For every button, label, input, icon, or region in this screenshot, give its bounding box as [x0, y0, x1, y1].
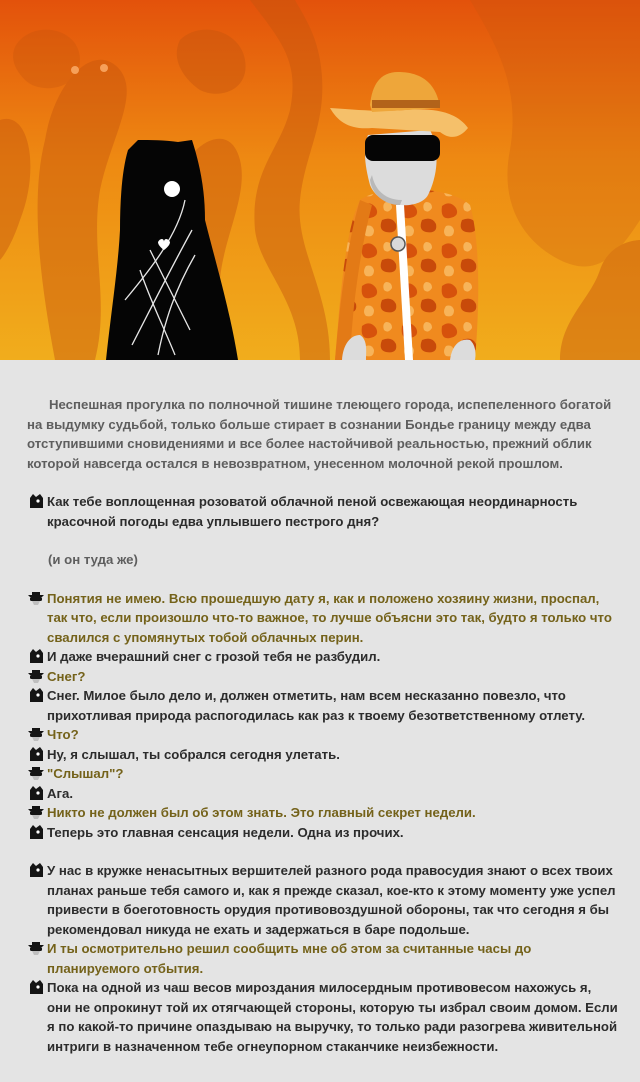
story-text [0, 360, 640, 1082]
narration: Неспешная прогулка по полночной тишине тлеющего города, испепеленного богатой на выдумку судьбой, только больше стирает в сознании Бондье границу между едва отступившими сновидениями и все более настойчивой реальностью, прежний облик которой навсегда остался в невозвратном, унесенном молочной рекой прошлом. [27, 397, 612, 471]
dialogue-text: Снег. Милое было дело и, должен отметить, нам всем несказанно повезло, что прихотливая природа распогодилась как раз к твоему безответственному отлету. [47, 688, 586, 723]
dialogue-text: Понятия не имею. Всю прошедшую дату я, как и положено хозяину жизни, проспал, так что, если произошло что-то важное, то лучше объясни это так, будто я только что свалился с упомянутых тобой облачных перин. [47, 590, 612, 645]
hat-head-icon [27, 668, 45, 684]
dialogue-line [27, 939, 618, 978]
cat-head-icon [27, 648, 45, 664]
cat-head-icon [27, 979, 45, 995]
dialogue-text: Что? [47, 727, 79, 742]
hat-head-icon [27, 940, 45, 956]
dialogue-line [27, 823, 618, 843]
dialogue-text: Ну, я слышал, ты собрался сегодня улетать. [47, 746, 340, 762]
dialogue-text: И ты осмотрительно решил сообщить мне об этом за считанные часы до планируемого отбытия. [47, 941, 532, 976]
dialogue-text: Никто не должен был об этом знать. Это главный секрет недели. [47, 805, 476, 820]
dialogue-line [27, 764, 618, 784]
cat-head-icon [27, 824, 45, 840]
dialogue-line [27, 978, 618, 1056]
aside-note: (и он туда же) [48, 552, 138, 567]
cat-head-icon [27, 862, 45, 878]
dialogue-line [27, 667, 618, 687]
dialogue-line [27, 686, 618, 725]
dialogue-line [27, 492, 618, 531]
dialogue-text: Теперь это главная сенсация недели. Одна из прочих. [47, 824, 404, 840]
dialogue-text: Ага. [47, 785, 74, 801]
dialogue-text: У нас в кружке ненасытных вершителей разного рода правосудия знают о всех твоих планах раньше тебя самого и, как я прежде сказал, кое-кто к этому моменту уже успел привести в боеготовность орудия противовоздушной обороны, так что сегодня я бы рекомендовал никуда не ехать и задержаться в баре подольше. [47, 863, 616, 937]
dialogue-text: "Слышал"? [47, 766, 124, 781]
dialogue-line [27, 647, 618, 667]
dialogue-text: Пока на одной из чаш весов мироздания милосердным противовесом нахожусь я, они не опрокинут той их отягчающей стороны, которую ты избрал своим домом. Если я по какой-то причине опаздываю на выручку, то только ради разогрева живительной интриги в назначенном тебе огнеупорном стаканчике неизбежности. [47, 980, 618, 1054]
hat-head-icon [27, 590, 45, 606]
dialogue-line [27, 589, 618, 648]
cat-head-icon [27, 687, 45, 703]
dialogue-text: Снег? [47, 668, 86, 684]
dialogue-line [27, 784, 618, 804]
dialogue-text: И даже вчерашний снег с грозой тебя не разбудил. [47, 649, 381, 664]
dialogue-line [27, 745, 618, 765]
comic-panel [0, 0, 640, 360]
dialogue-line [27, 803, 618, 823]
hat-head-icon [27, 726, 45, 742]
comic-panel-illustration [0, 0, 640, 360]
cat-head-icon [27, 746, 45, 762]
dialogue-line [27, 725, 618, 745]
cat-head-icon [27, 493, 45, 509]
dialogue-text: Как тебе воплощенная розоватой облачной пеной освежающая неординарность красочной погоды едва уплывшего пестрого дня? [47, 494, 578, 529]
hat-head-icon [27, 765, 45, 781]
cat-head-icon [27, 785, 45, 801]
dialogue-line [27, 861, 618, 939]
hat-head-icon [27, 804, 45, 820]
